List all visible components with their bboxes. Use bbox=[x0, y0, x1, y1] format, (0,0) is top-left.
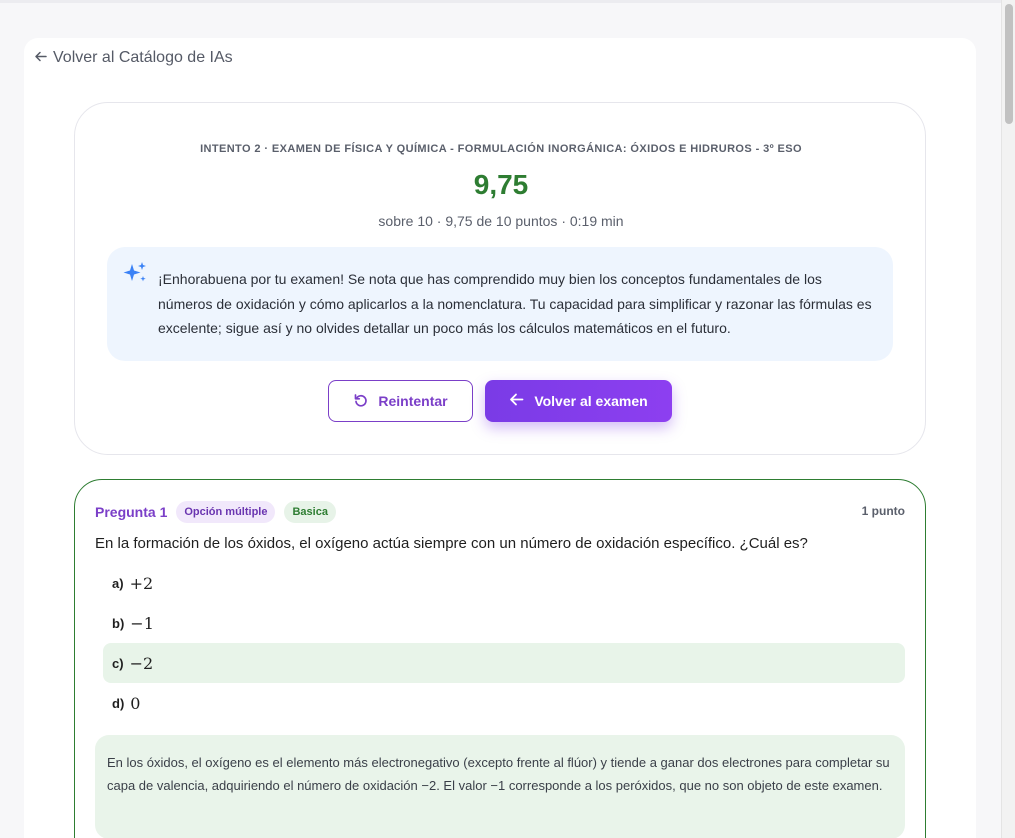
question-number: Pregunta 1 bbox=[95, 504, 168, 520]
option-a[interactable] bbox=[103, 563, 905, 603]
back-to-catalog-link[interactable] bbox=[34, 48, 233, 68]
question-card bbox=[74, 479, 926, 838]
question-points: 1 punto bbox=[861, 504, 905, 518]
question-header bbox=[95, 500, 336, 524]
ai-feedback-box bbox=[107, 247, 893, 361]
arrow-left-icon bbox=[34, 50, 47, 67]
option-value: 0 bbox=[130, 693, 141, 713]
question-type-badge: Opción múltiple bbox=[176, 501, 275, 523]
back-link-label: Volver al Catálogo de IAs bbox=[53, 49, 233, 66]
score-value: 9,75 bbox=[473, 169, 529, 200]
difficulty-badge: Basica bbox=[284, 501, 335, 523]
question-text: En la formación de los óxidos, el oxígeno actúa siempre con un número de oxidación específico. ¿Cuál es? bbox=[95, 535, 808, 552]
retry-label: Reintentar bbox=[378, 393, 448, 409]
feedback-text: ¡Enhorabuena por tu examen! Se nota que has comprendido muy bien los conceptos fundamentales de los números de oxidación y cómo aplicarlos a la nomenclatura. Tu capacidad para simplificar y razonar las fórmulas es excelente; sigue así y no olvides detallar un poco más los cálculos matemáticos en el futuro. bbox=[158, 271, 872, 336]
attempt-title: INTENTO 2 · EXAMEN DE FÍSICA Y QUÍMICA - FORMULACIÓN INORGÁNICA: ÓXIDOS E HIDRUROS - 3º ESO bbox=[200, 143, 802, 155]
top-divider bbox=[0, 0, 1001, 3]
option-value: −1 bbox=[130, 613, 154, 633]
back-to-exam-label: Volver al examen bbox=[534, 393, 648, 409]
option-c-correct[interactable] bbox=[103, 643, 905, 683]
option-value: +2 bbox=[129, 573, 154, 593]
rotate-ccw-icon bbox=[353, 392, 369, 411]
option-d[interactable] bbox=[103, 683, 905, 723]
option-letter: c) bbox=[112, 655, 124, 671]
retry-button[interactable] bbox=[328, 380, 473, 422]
option-letter: d) bbox=[112, 695, 125, 711]
explanation-box bbox=[95, 735, 905, 838]
option-letter: b) bbox=[112, 615, 125, 631]
sparkle-icon bbox=[121, 259, 149, 287]
option-b[interactable] bbox=[103, 603, 905, 643]
back-to-exam-button[interactable] bbox=[485, 380, 672, 422]
options-list bbox=[103, 563, 905, 723]
option-value: −2 bbox=[129, 653, 154, 673]
explanation-text: En los óxidos, el oxígeno es el elemento más electronegativo (excepto frente al flúor) y tiende a ganar dos electrones para completar su capa de valencia, adquiriendo el número de oxidación −2. El valor −1 corresponde a los peróxidos, que no son objeto de este examen. bbox=[107, 755, 890, 793]
score-detail: sobre 10 · 9,75 de 10 puntos · 0:19 min bbox=[378, 213, 624, 229]
scrollbar[interactable] bbox=[1001, 0, 1015, 838]
arrow-left-icon bbox=[509, 392, 524, 410]
result-card bbox=[74, 102, 926, 455]
option-letter: a) bbox=[112, 575, 124, 591]
scrollbar-thumb[interactable] bbox=[1005, 4, 1013, 124]
